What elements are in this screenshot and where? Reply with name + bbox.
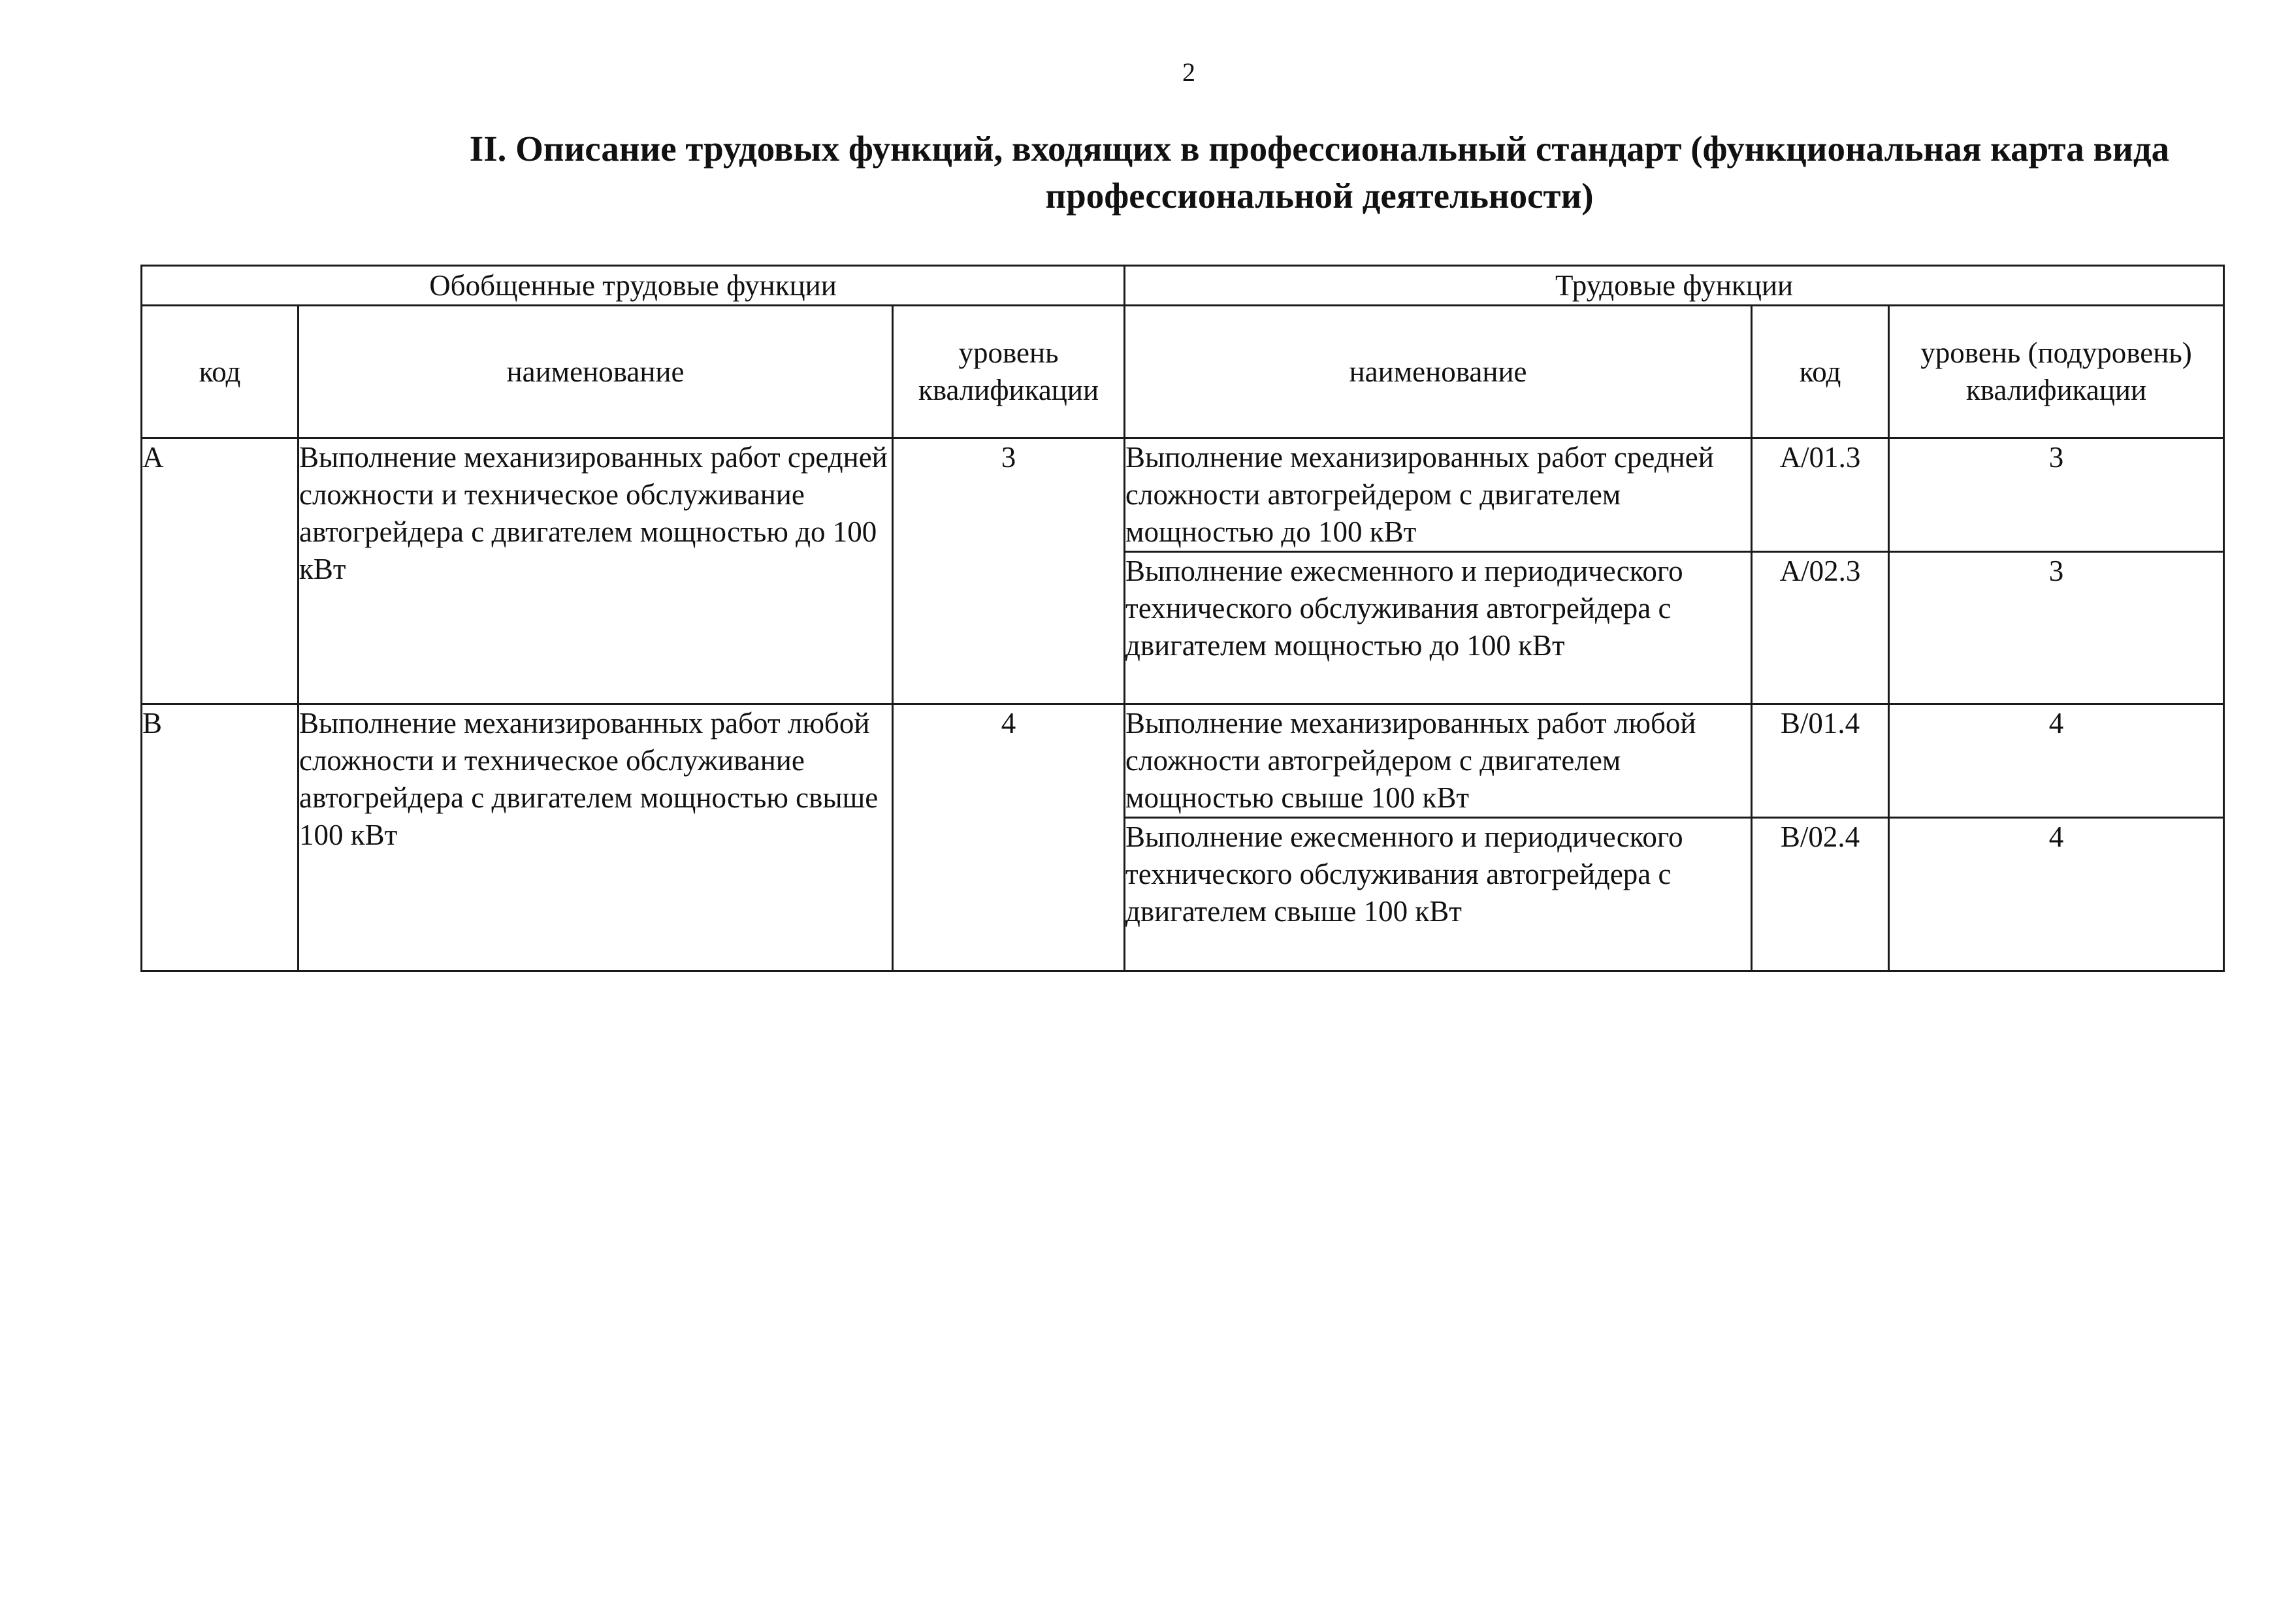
page-number: 2 <box>1182 57 1195 87</box>
page-title-line-1: II. Описание трудовых функций, входящих в профессиональный стандарт (функциональная карта вида <box>469 129 2170 169</box>
group-code-cell: A <box>142 438 299 704</box>
function-code-cell: A/02.3 <box>1752 552 1889 704</box>
column-header-fn-level: уровень (подуровень) квалификации <box>1889 306 2224 438</box>
group-name-cell: Выполнение механизированных работ любой сложности и техническое обслуживание автогрейдера с двигателем мощностью свыше 100 кВт <box>299 704 893 971</box>
function-level-cell: 3 <box>1889 552 2224 704</box>
function-code-cell: A/01.3 <box>1752 438 1889 552</box>
function-level-cell: 3 <box>1889 438 2224 552</box>
labor-functions-header: Трудовые функции <box>1125 266 2224 306</box>
function-level-cell: 4 <box>1889 818 2224 971</box>
table-row <box>142 438 2224 552</box>
group-level-cell: 4 <box>893 704 1125 971</box>
column-header-row <box>142 306 2224 438</box>
column-header-gen-name: наименование <box>299 306 893 438</box>
function-code-cell: B/02.4 <box>1752 818 1889 971</box>
function-level-cell: 4 <box>1889 704 2224 818</box>
generalized-functions-header: Обобщенные трудовые функции <box>142 266 1125 306</box>
group-header-row <box>142 266 2224 306</box>
group-code-cell: B <box>142 704 299 971</box>
group-level-cell: 3 <box>893 438 1125 704</box>
function-name-cell: Выполнение механизированных работ любой сложности автогрейдером с двигателем мощностью свыше 100 кВт <box>1125 704 1752 818</box>
function-code-cell: B/01.4 <box>1752 704 1889 818</box>
function-name-cell: Выполнение ежесменного и периодического технического обслуживания автогрейдера с двигателем мощностью до 100 кВт <box>1125 552 1752 704</box>
page-title-line-2: профессиональной деятельности) <box>1045 176 1594 216</box>
column-header-gen-code: код <box>142 306 299 438</box>
column-header-fn-name: наименование <box>1125 306 1752 438</box>
function-name-cell: Выполнение механизированных работ средней сложности автогрейдером с двигателем мощностью до 100 кВт <box>1125 438 1752 552</box>
column-header-gen-level: уровень квалификации <box>893 306 1125 438</box>
functional-map-table <box>140 265 2225 972</box>
function-name-cell: Выполнение ежесменного и периодического технического обслуживания автогрейдера с двигателем свыше 100 кВт <box>1125 818 1752 971</box>
group-name-cell: Выполнение механизированных работ средней сложности и техническое обслуживание автогрейдера с двигателем мощностью до 100 кВт <box>299 438 893 704</box>
table-row <box>142 704 2224 818</box>
page-title <box>196 125 2294 219</box>
column-header-fn-code: код <box>1752 306 1889 438</box>
